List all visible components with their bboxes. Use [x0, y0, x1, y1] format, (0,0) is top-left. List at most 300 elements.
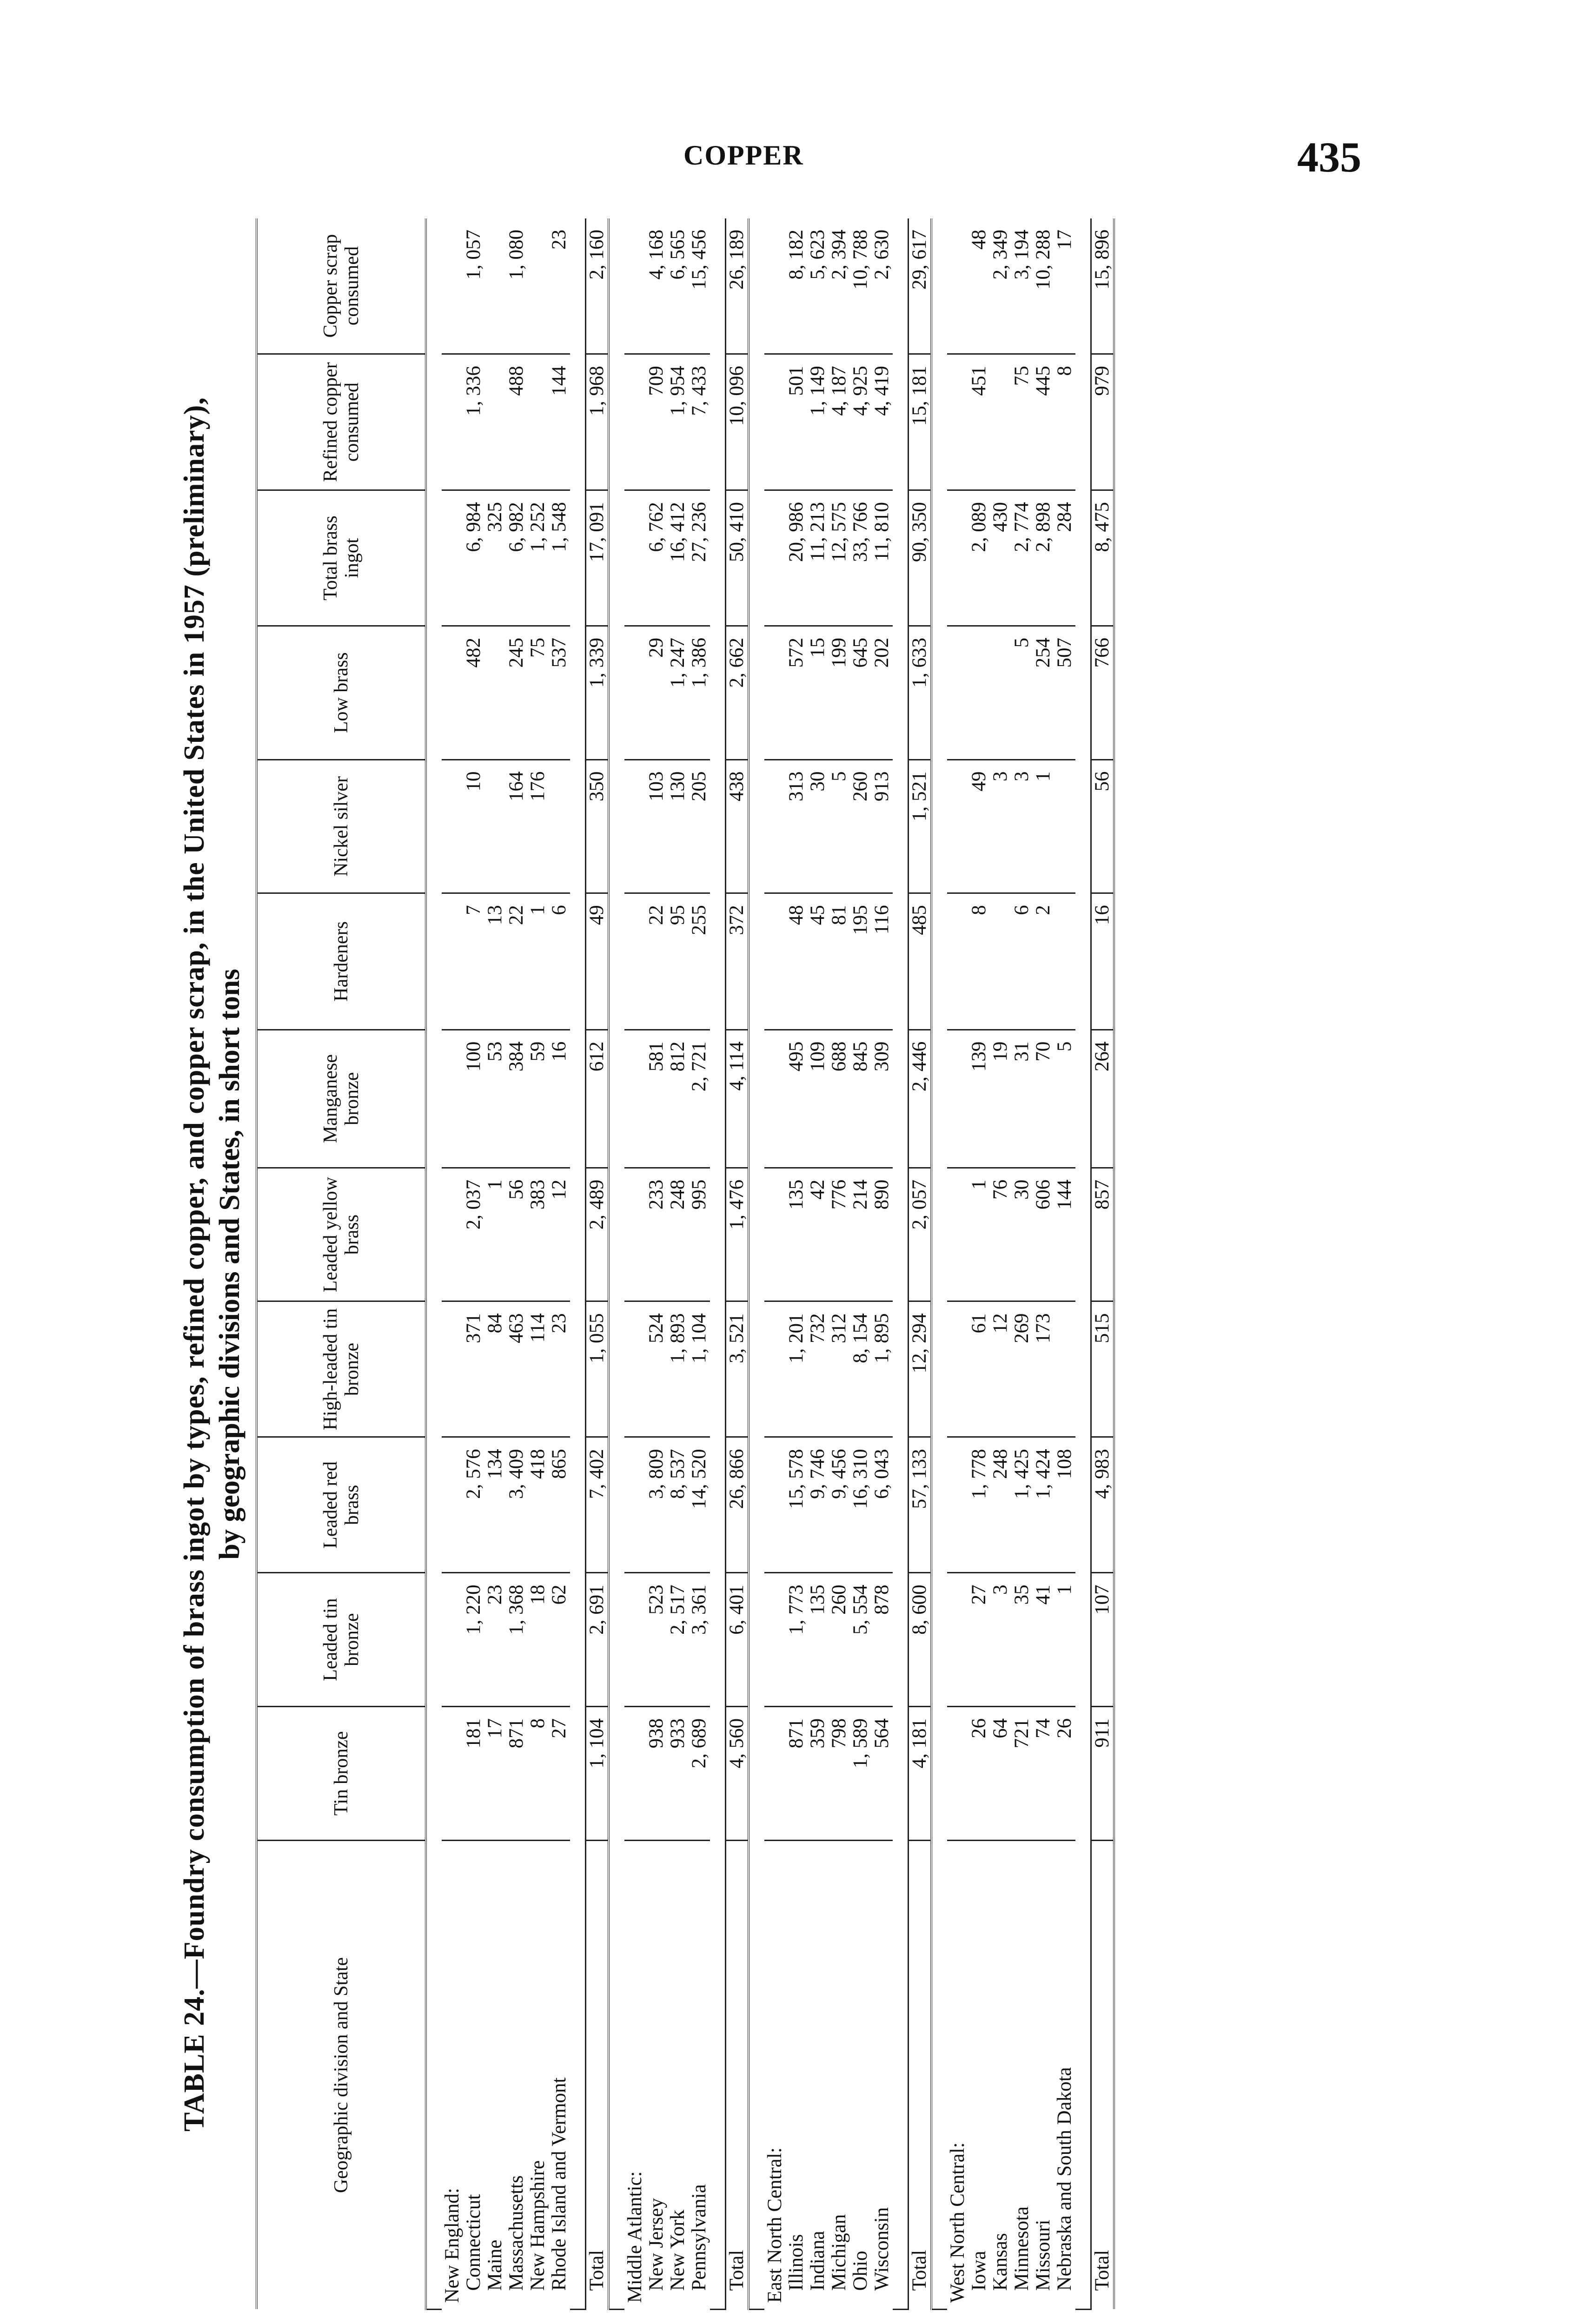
value-cell: 176 — [527, 759, 549, 893]
value-cell: 15, 456 — [689, 218, 710, 354]
total-cell: 2, 160 — [586, 218, 609, 354]
total-cell: 350 — [586, 759, 609, 893]
value-cell: 130 — [667, 759, 689, 893]
total-cell: 485 — [909, 893, 932, 1030]
value-cell: 312 — [829, 1301, 850, 1437]
empty-cell — [947, 1030, 968, 1168]
total-cell: 107 — [1091, 1573, 1114, 1707]
total-cell: 16 — [1091, 893, 1114, 1030]
value-cell: 606 — [1033, 1168, 1054, 1301]
table-row — [506, 218, 527, 2310]
value-cell: 871 — [506, 1706, 527, 1840]
value-cell: 3 — [990, 1573, 1011, 1707]
value-cell: 445 — [1033, 354, 1054, 490]
total-cell: 17, 091 — [586, 490, 609, 626]
value-cell: 1, 893 — [667, 1301, 689, 1437]
value-cell: 75 — [527, 626, 549, 760]
empty-cell — [764, 1168, 786, 1301]
value-cell: 20, 986 — [786, 490, 807, 626]
value-cell: 8 — [527, 1706, 549, 1840]
value-cell: 248 — [990, 1437, 1011, 1573]
value-cell: 1, 201 — [786, 1301, 807, 1437]
value-cell: 22 — [506, 893, 527, 1030]
value-cell: 451 — [968, 354, 990, 490]
spacer-cell — [931, 218, 947, 2310]
table-row — [667, 218, 689, 2310]
empty-cell — [442, 218, 463, 354]
empty-cell — [947, 1301, 968, 1437]
spacer-cell — [710, 218, 726, 2310]
value-cell: 17 — [484, 1706, 506, 1840]
value-cell: 41 — [1033, 1573, 1054, 1707]
empty-cell — [764, 1706, 786, 1840]
value-cell: 3, 809 — [646, 1437, 667, 1573]
value-cell: 8, 154 — [850, 1301, 871, 1437]
value-cell: 114 — [527, 1301, 549, 1437]
empty-cell — [947, 759, 968, 893]
empty-cell — [947, 354, 968, 490]
total-cell: 612 — [586, 1030, 609, 1168]
header-hardeners: Hardeners — [257, 893, 426, 1030]
total-cell: 12, 294 — [909, 1301, 932, 1437]
total-cell: 26, 189 — [726, 218, 749, 354]
value-cell: 418 — [527, 1437, 549, 1573]
value-cell: 2, 576 — [463, 1437, 484, 1573]
total-cell: 8, 600 — [909, 1573, 932, 1707]
empty-cell — [764, 759, 786, 893]
header-geographic-division: Geographic division and State — [257, 1840, 426, 2309]
value-cell: 1, 386 — [689, 626, 710, 760]
empty-cell — [442, 1301, 463, 1437]
value-cell: 721 — [1011, 1706, 1033, 1840]
header-refined-copper: Refined copper consumed — [257, 354, 426, 490]
total-cell: 4, 983 — [1091, 1437, 1114, 1573]
value-cell: 269 — [1011, 1301, 1033, 1437]
value-cell: 309 — [871, 1030, 893, 1168]
value-cell: 1 — [1054, 1573, 1075, 1707]
value-cell: 233 — [646, 1168, 667, 1301]
value-cell: 2 — [1033, 893, 1054, 1030]
spacer-cell — [570, 218, 586, 2310]
value-cell: 5, 554 — [850, 1573, 871, 1707]
empty-cell — [764, 1573, 786, 1707]
value-cell: 524 — [646, 1301, 667, 1437]
value-cell: 27, 236 — [689, 490, 710, 626]
total-cell: 4, 114 — [726, 1030, 749, 1168]
total-row — [1091, 218, 1114, 2310]
value-cell: 100 — [463, 1030, 484, 1168]
value-cell: 205 — [689, 759, 710, 893]
value-cell: 3 — [990, 759, 1011, 893]
value-cell: 482 — [463, 626, 484, 760]
value-cell — [1054, 759, 1075, 893]
state-name: Kansas — [989, 2233, 1011, 2291]
table-body — [426, 218, 1114, 2310]
value-cell: 488 — [506, 354, 527, 490]
value-cell: 135 — [807, 1573, 829, 1707]
value-cell: 4, 925 — [850, 354, 871, 490]
value-cell: 3, 194 — [1011, 218, 1033, 354]
region-heading-row — [764, 218, 786, 2310]
empty-cell — [947, 490, 968, 626]
value-cell: 12 — [549, 1168, 570, 1301]
value-cell: 383 — [527, 1168, 549, 1301]
spacer-row — [931, 218, 947, 2310]
empty-cell — [442, 1573, 463, 1707]
value-cell — [990, 626, 1011, 760]
value-cell: 27 — [549, 1706, 570, 1840]
value-cell: 5 — [829, 759, 850, 893]
value-cell: 116 — [871, 893, 893, 1030]
value-cell: 33, 766 — [850, 490, 871, 626]
table-row — [871, 218, 893, 2310]
empty-cell — [624, 490, 646, 626]
state-name: Wisconsin — [871, 2207, 893, 2291]
value-cell: 1, 895 — [871, 1301, 893, 1437]
value-cell: 845 — [850, 1030, 871, 1168]
value-cell: 1, 057 — [463, 218, 484, 354]
value-cell: 15, 578 — [786, 1437, 807, 1573]
value-cell: 581 — [646, 1030, 667, 1168]
value-cell: 2, 394 — [829, 218, 850, 354]
value-cell: 248 — [667, 1168, 689, 1301]
value-cell: 42 — [807, 1168, 829, 1301]
total-cell: 6, 401 — [726, 1573, 749, 1707]
value-cell: 181 — [463, 1706, 484, 1840]
total-cell: 50, 410 — [726, 490, 749, 626]
total-cell: 979 — [1091, 354, 1114, 490]
value-cell: 134 — [484, 1437, 506, 1573]
total-cell: 4, 560 — [726, 1706, 749, 1840]
value-cell: 2, 689 — [689, 1706, 710, 1840]
value-cell: 10 — [463, 759, 484, 893]
total-cell: 2, 446 — [909, 1030, 932, 1168]
value-cell: 1, 773 — [786, 1573, 807, 1707]
value-cell: 76 — [990, 1168, 1011, 1301]
total-cell: 56 — [1091, 759, 1114, 893]
value-cell: 10, 788 — [850, 218, 871, 354]
value-cell — [484, 354, 506, 490]
value-cell: 384 — [506, 1030, 527, 1168]
state-name: Connecticut — [463, 2194, 484, 2291]
table-row — [646, 218, 667, 2310]
header-row — [257, 218, 426, 2310]
value-cell: 74 — [1033, 1706, 1054, 1840]
total-cell: 8, 475 — [1091, 490, 1114, 626]
value-cell: 1, 247 — [667, 626, 689, 760]
value-cell: 48 — [968, 218, 990, 354]
table-row — [527, 218, 549, 2310]
value-cell: 62 — [549, 1573, 570, 1707]
value-cell: 371 — [463, 1301, 484, 1437]
empty-cell — [442, 1168, 463, 1301]
value-cell: 1, 104 — [689, 1301, 710, 1437]
table-row — [1054, 218, 1075, 2310]
value-cell: 29 — [646, 626, 667, 760]
value-cell: 11, 810 — [871, 490, 893, 626]
value-cell: 103 — [646, 759, 667, 893]
empty-cell — [764, 893, 786, 1030]
total-cell: 15, 896 — [1091, 218, 1114, 354]
total-cell: 1, 521 — [909, 759, 932, 893]
value-cell: 109 — [807, 1030, 829, 1168]
empty-cell — [624, 354, 646, 490]
state-name: Missouri — [1032, 2219, 1054, 2291]
table-row — [463, 218, 484, 2310]
value-cell: 30 — [807, 759, 829, 893]
empty-cell — [624, 1301, 646, 1437]
running-head: COPPER — [683, 140, 804, 171]
value-cell: 48 — [786, 893, 807, 1030]
value-cell: 938 — [646, 1706, 667, 1840]
value-cell: 798 — [829, 1706, 850, 1840]
value-cell: 9, 456 — [829, 1437, 850, 1573]
value-cell: 325 — [484, 490, 506, 626]
total-cell: 1, 339 — [586, 626, 609, 760]
empty-cell — [947, 1573, 968, 1707]
spacer-cell — [749, 218, 764, 2310]
total-cell: 15, 181 — [909, 354, 932, 490]
total-label: Total — [586, 1840, 609, 2309]
value-cell: 27 — [968, 1573, 990, 1707]
value-cell: 8, 182 — [786, 218, 807, 354]
value-cell: 6 — [1011, 893, 1033, 1030]
table-row — [1033, 218, 1054, 2310]
value-cell: 260 — [850, 759, 871, 893]
state-name: New Jersey — [645, 2198, 667, 2291]
value-cell: 7, 433 — [689, 354, 710, 490]
value-cell: 913 — [871, 759, 893, 893]
spacer-row — [570, 218, 586, 2310]
header-total-brass-ingot: Total brass ingot — [257, 490, 426, 626]
empty-cell — [947, 626, 968, 760]
value-cell: 16, 412 — [667, 490, 689, 626]
value-cell: 8 — [968, 893, 990, 1030]
value-cell: 1, 424 — [1033, 1437, 1054, 1573]
value-cell: 5 — [1011, 626, 1033, 760]
value-cell: 2, 774 — [1011, 490, 1033, 626]
value-cell: 2, 037 — [463, 1168, 484, 1301]
value-cell: 871 — [786, 1706, 807, 1840]
value-cell: 359 — [807, 1706, 829, 1840]
region-name: Middle Atlantic: — [624, 2171, 646, 2303]
region-name: West North Central: — [947, 2142, 968, 2303]
empty-cell — [624, 893, 646, 1030]
value-cell: 523 — [646, 1573, 667, 1707]
value-cell: 75 — [1011, 354, 1033, 490]
value-cell: 26 — [1054, 1706, 1075, 1840]
value-cell: 6, 984 — [463, 490, 484, 626]
value-cell: 16, 310 — [850, 1437, 871, 1573]
spacer-row — [1075, 218, 1091, 2310]
value-cell: 1 — [1033, 759, 1054, 893]
total-cell: 49 — [586, 893, 609, 1030]
value-cell: 30 — [1011, 1168, 1033, 1301]
value-cell: 3, 361 — [689, 1573, 710, 1707]
empty-cell — [947, 1168, 968, 1301]
total-cell: 1, 055 — [586, 1301, 609, 1437]
value-cell: 10, 288 — [1033, 218, 1054, 354]
empty-cell — [947, 218, 968, 354]
table-row — [786, 218, 807, 2310]
value-cell: 3 — [1011, 759, 1033, 893]
spacer-row — [893, 218, 909, 2310]
value-cell: 1 — [527, 893, 549, 1030]
state-name: New York — [667, 2210, 689, 2291]
value-cell: 1, 252 — [527, 490, 549, 626]
value-cell: 9, 746 — [807, 1437, 829, 1573]
value-cell: 878 — [871, 1573, 893, 1707]
value-cell: 2, 721 — [689, 1030, 710, 1168]
value-cell: 23 — [549, 1301, 570, 1437]
spacer-row — [749, 218, 764, 2310]
table-row — [689, 218, 710, 2310]
value-cell: 64 — [990, 1706, 1011, 1840]
value-cell: 430 — [990, 490, 1011, 626]
empty-cell — [624, 218, 646, 354]
value-cell: 495 — [786, 1030, 807, 1168]
header-nickel-silver: Nickel silver — [257, 759, 426, 893]
value-cell: 812 — [667, 1030, 689, 1168]
total-cell: 2, 057 — [909, 1168, 932, 1301]
empty-cell — [764, 1437, 786, 1573]
state-name: Nebraska and South Dakota — [1054, 2067, 1075, 2291]
table-row — [829, 218, 850, 2310]
value-cell: 13 — [484, 893, 506, 1030]
value-cell — [527, 354, 549, 490]
total-cell: 1, 968 — [586, 354, 609, 490]
value-cell: 16 — [549, 1030, 570, 1168]
state-name: Maine — [484, 2239, 506, 2291]
state-name: New Hampshire — [527, 2160, 549, 2291]
value-cell: 564 — [871, 1706, 893, 1840]
empty-cell — [442, 626, 463, 760]
value-cell — [484, 218, 506, 354]
value-cell: 14, 520 — [689, 1437, 710, 1573]
value-cell: 1, 149 — [807, 354, 829, 490]
caption-line-2: by geographic divisions and States, in short tons — [214, 969, 245, 1560]
total-cell: 29, 617 — [909, 218, 932, 354]
value-cell: 254 — [1033, 626, 1054, 760]
value-cell: 1, 954 — [667, 354, 689, 490]
total-cell: 90, 350 — [909, 490, 932, 626]
value-cell — [1054, 893, 1075, 1030]
value-cell: 108 — [1054, 1437, 1075, 1573]
value-cell: 1, 778 — [968, 1437, 990, 1573]
value-cell: 45 — [807, 893, 829, 1030]
total-cell: 7, 402 — [586, 1437, 609, 1573]
value-cell: 214 — [850, 1168, 871, 1301]
state-name: Illinois — [785, 2234, 807, 2291]
header-leaded-tin-bronze: Leaded tin bronze — [257, 1573, 426, 1707]
value-cell: 49 — [968, 759, 990, 893]
header-low-brass: Low brass — [257, 626, 426, 760]
total-cell: 1, 104 — [586, 1706, 609, 1840]
value-cell: 23 — [549, 218, 570, 354]
total-cell: 2, 662 — [726, 626, 749, 760]
value-cell: 1, 336 — [463, 354, 484, 490]
value-cell: 890 — [871, 1168, 893, 1301]
value-cell: 2, 349 — [990, 218, 1011, 354]
empty-cell — [624, 1706, 646, 1840]
spacer-cell — [426, 218, 442, 2310]
state-name: Iowa — [968, 2251, 990, 2291]
total-cell: 911 — [1091, 1706, 1114, 1840]
value-cell: 6, 982 — [506, 490, 527, 626]
value-cell: 3, 409 — [506, 1437, 527, 1573]
empty-cell — [624, 1437, 646, 1573]
value-cell: 199 — [829, 626, 850, 760]
table-row — [968, 218, 990, 2310]
value-cell: 8, 537 — [667, 1437, 689, 1573]
value-cell: 144 — [549, 354, 570, 490]
value-cell: 12, 575 — [829, 490, 850, 626]
region-heading-row — [624, 218, 646, 2310]
value-cell: 70 — [1033, 1030, 1054, 1168]
value-cell — [484, 759, 506, 893]
value-cell: 22 — [646, 893, 667, 1030]
total-row — [586, 218, 609, 2310]
value-cell: 260 — [829, 1573, 850, 1707]
value-cell: 1, 589 — [850, 1706, 871, 1840]
spacer-cell — [893, 218, 909, 2310]
value-cell: 18 — [527, 1573, 549, 1707]
region-name: New England: — [441, 2188, 463, 2303]
value-cell: 195 — [850, 893, 871, 1030]
value-cell — [527, 218, 549, 354]
state-name: Rhode Island and Vermont — [548, 2077, 570, 2291]
empty-cell — [442, 893, 463, 1030]
header-leaded-yellow-brass: Leaded yellow brass — [257, 1168, 426, 1301]
empty-cell — [764, 218, 786, 354]
header-high-leaded-tin-bronze: High-leaded tin bronze — [257, 1301, 426, 1437]
value-cell — [549, 759, 570, 893]
empty-cell — [764, 1301, 786, 1437]
value-cell: 31 — [1011, 1030, 1033, 1168]
empty-cell — [764, 1030, 786, 1168]
value-cell: 4, 419 — [871, 354, 893, 490]
value-cell: 139 — [968, 1030, 990, 1168]
value-cell: 4, 187 — [829, 354, 850, 490]
empty-cell — [764, 354, 786, 490]
empty-cell — [442, 759, 463, 893]
empty-cell — [624, 759, 646, 893]
value-cell: 144 — [1054, 1168, 1075, 1301]
table-row — [484, 218, 506, 2310]
value-cell: 81 — [829, 893, 850, 1030]
spacer-row — [609, 218, 624, 2310]
value-cell: 865 — [549, 1437, 570, 1573]
value-cell: 1, 548 — [549, 490, 570, 626]
value-cell: 135 — [786, 1168, 807, 1301]
value-cell: 4, 168 — [646, 218, 667, 354]
total-label: Total — [909, 1840, 932, 2309]
value-cell: 17 — [1054, 218, 1075, 354]
total-label: Total — [726, 1840, 749, 2309]
value-cell: 8 — [1054, 354, 1075, 490]
spacer-cell — [1075, 218, 1091, 2310]
total-cell: 438 — [726, 759, 749, 893]
value-cell: 53 — [484, 1030, 506, 1168]
value-cell: 35 — [1011, 1573, 1033, 1707]
total-cell: 857 — [1091, 1168, 1114, 1301]
value-cell: 284 — [1054, 490, 1075, 626]
total-cell: 1, 476 — [726, 1168, 749, 1301]
value-cell: 501 — [786, 354, 807, 490]
value-cell: 6 — [549, 893, 570, 1030]
value-cell: 23 — [484, 1573, 506, 1707]
total-cell: 2, 489 — [586, 1168, 609, 1301]
